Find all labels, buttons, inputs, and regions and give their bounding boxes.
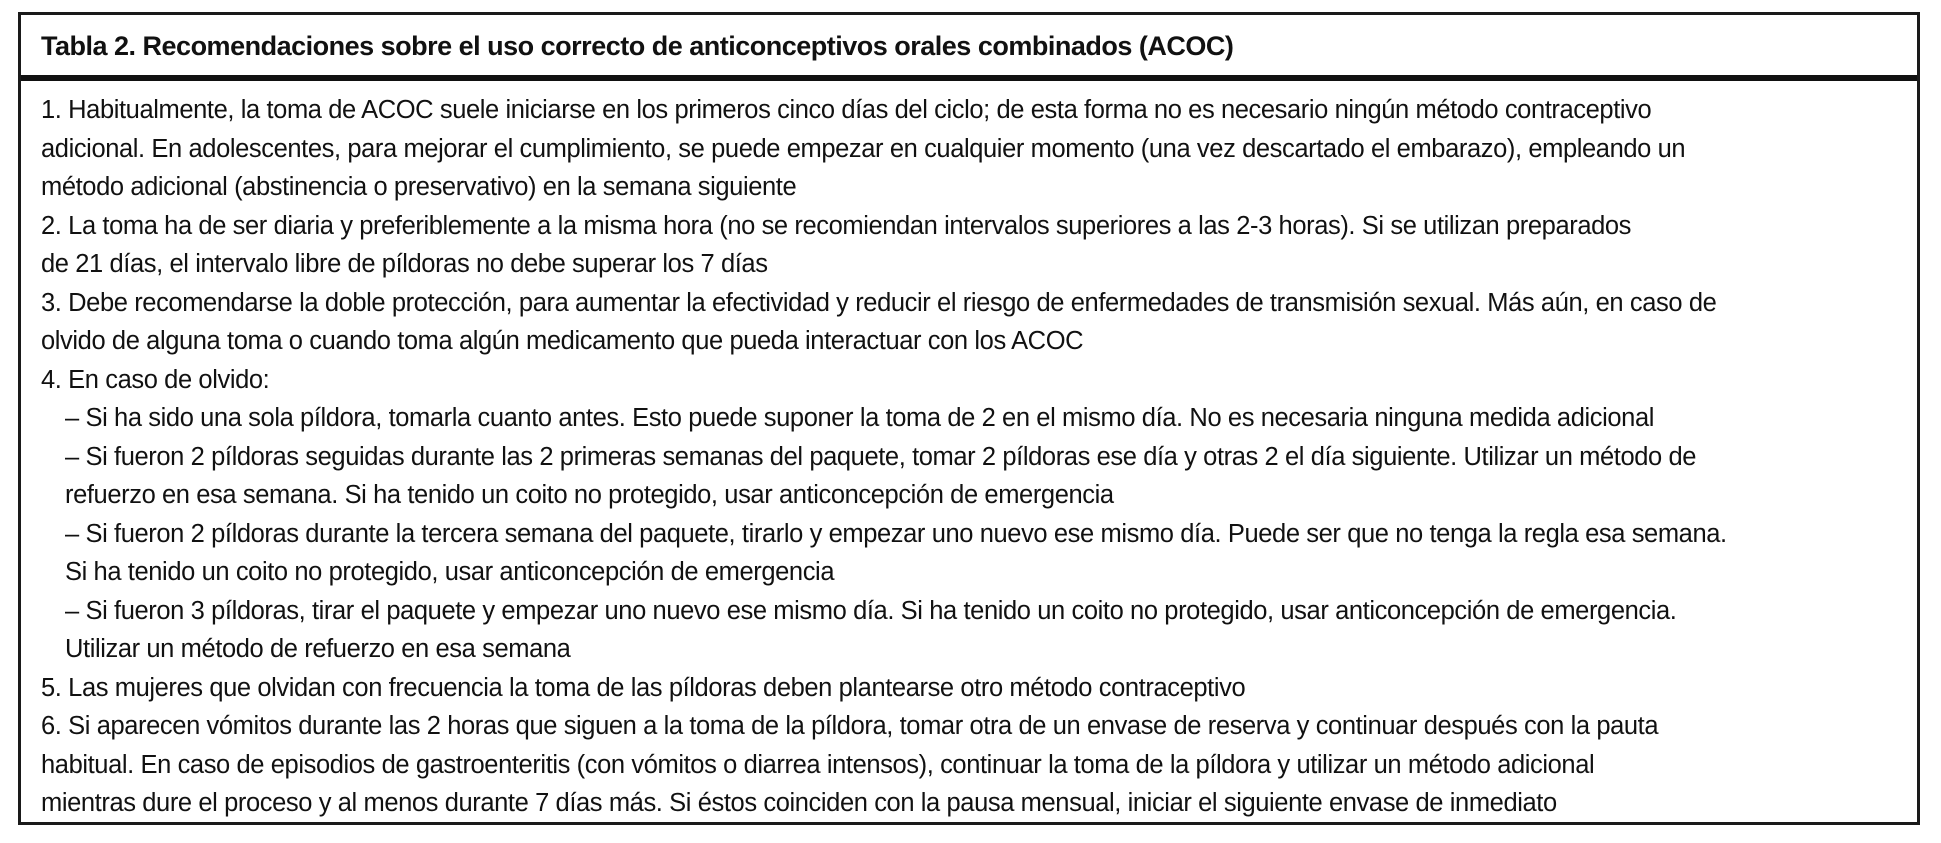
item-1-line-2: adicional. En adolescentes, para mejorar el cumplimiento, se puede empezar en cualquier momento (una vez descartado el embarazo), empleando un	[41, 134, 1686, 163]
item-5-line-1: 5. Las mujeres que olvidan con frecuencia la toma de las píldoras deben plantearse otro método contraceptivo	[41, 673, 1246, 702]
table-title: Tabla 2. Recomendaciones sobre el uso correcto de anticonceptivos orales combinados (ACOC)	[41, 31, 1234, 61]
sub-item-4b: – Si fueron 2 píldoras seguidas durante las 2 primeras semanas del paquete, tomar 2 píldoras ese día y otras 2 el día siguiente. Utilizar un método de refuerzo en esa semana. Si ha tenido un coito no protegido, usar anticoncepción de emergencia	[65, 442, 1697, 509]
item-number: 6.	[41, 712, 62, 740]
recommendations-table	[18, 12, 1920, 825]
item-number: 3.	[41, 288, 62, 317]
list-item-4	[41, 361, 1911, 400]
item-2-line-2: de 21 días, el intervalo libre de píldoras no debe superar los 7 días	[41, 250, 768, 278]
dash-bullet: –	[65, 519, 79, 548]
item-2-line-1: 2. La toma ha de ser diaria y preferiblemente a la misma hora (no se recomiendan intervalos superiores a las 2-3 horas). Si se utilizan preparados	[41, 211, 1632, 240]
item-6-line-1: 6. Si aparecen vómitos durante las 2 horas que siguen a la toma de la píldora, tomar otra de un envase de reserva y continuar después con la pauta	[41, 712, 1659, 740]
list-item-1	[41, 91, 1911, 207]
item-3-line-2: olvido de alguna toma o cuando toma algún medicamento que pueda interactuar con los ACOC	[41, 327, 1084, 355]
list-item-3	[41, 284, 1911, 361]
sub-item-4c: – Si fueron 2 píldoras durante la tercera semana del paquete, tirarlo y empezar uno nuevo ese mismo día. Puede ser que no tenga la regla esa semana. Si ha tenido un coito no protegido, usar anticoncepción de emergencia	[65, 519, 1727, 586]
item-number: 1.	[41, 96, 62, 124]
item-6-line-3: mientras dure el proceso y al menos durante 7 días más. Si éstos coinciden con la pausa mensual, iniciar el siguiente envase de inmediato	[41, 789, 1557, 817]
dash-bullet: –	[65, 404, 79, 432]
item-number: 2.	[41, 211, 62, 240]
list-item-5	[41, 669, 1911, 708]
sub-item-4a: – Si ha sido una sola píldora, tomarla cuanto antes. Esto puede suponer la toma de 2 en el mismo día. No es necesaria ninguna medida adicional	[65, 404, 1654, 432]
item-4-line-1: 4. En caso de olvido:	[41, 365, 270, 394]
item-1-line-3: método adicional (abstinencia o preservativo) en la semana siguiente	[41, 173, 797, 201]
title-divider	[21, 75, 1917, 81]
item-1-line-1: 1. Habitualmente, la toma de ACOC suele iniciarse en los primeros cinco días del ciclo; de esta forma no es necesario ningún método contraceptivo	[41, 96, 1652, 124]
list-item-6	[41, 707, 1911, 823]
list-item-2	[41, 207, 1911, 284]
item-6-line-2: habitual. En caso de episodios de gastroenteritis (con vómitos o diarrea intensos), continuar la toma de la píldora y utilizar un método adicional	[41, 750, 1595, 779]
item-number: 5.	[41, 673, 62, 702]
item-number: 4.	[41, 365, 62, 394]
item-3-line-1: 3. Debe recomendarse la doble protección, para aumentar la efectividad y reducir el riesgo de enfermedades de transmisión sexual. Más aún, en caso de	[41, 288, 1717, 317]
sub-item-4d: – Si fueron 3 píldoras, tirar el paquete y empezar uno nuevo ese mismo día. Si ha tenido un coito no protegido, usar anticoncepción de emergencia. Utilizar un método de refuerzo en esa semana	[65, 596, 1677, 663]
dash-bullet: –	[65, 596, 79, 625]
recommendations-list	[41, 91, 1911, 823]
dash-bullet: –	[65, 442, 79, 471]
